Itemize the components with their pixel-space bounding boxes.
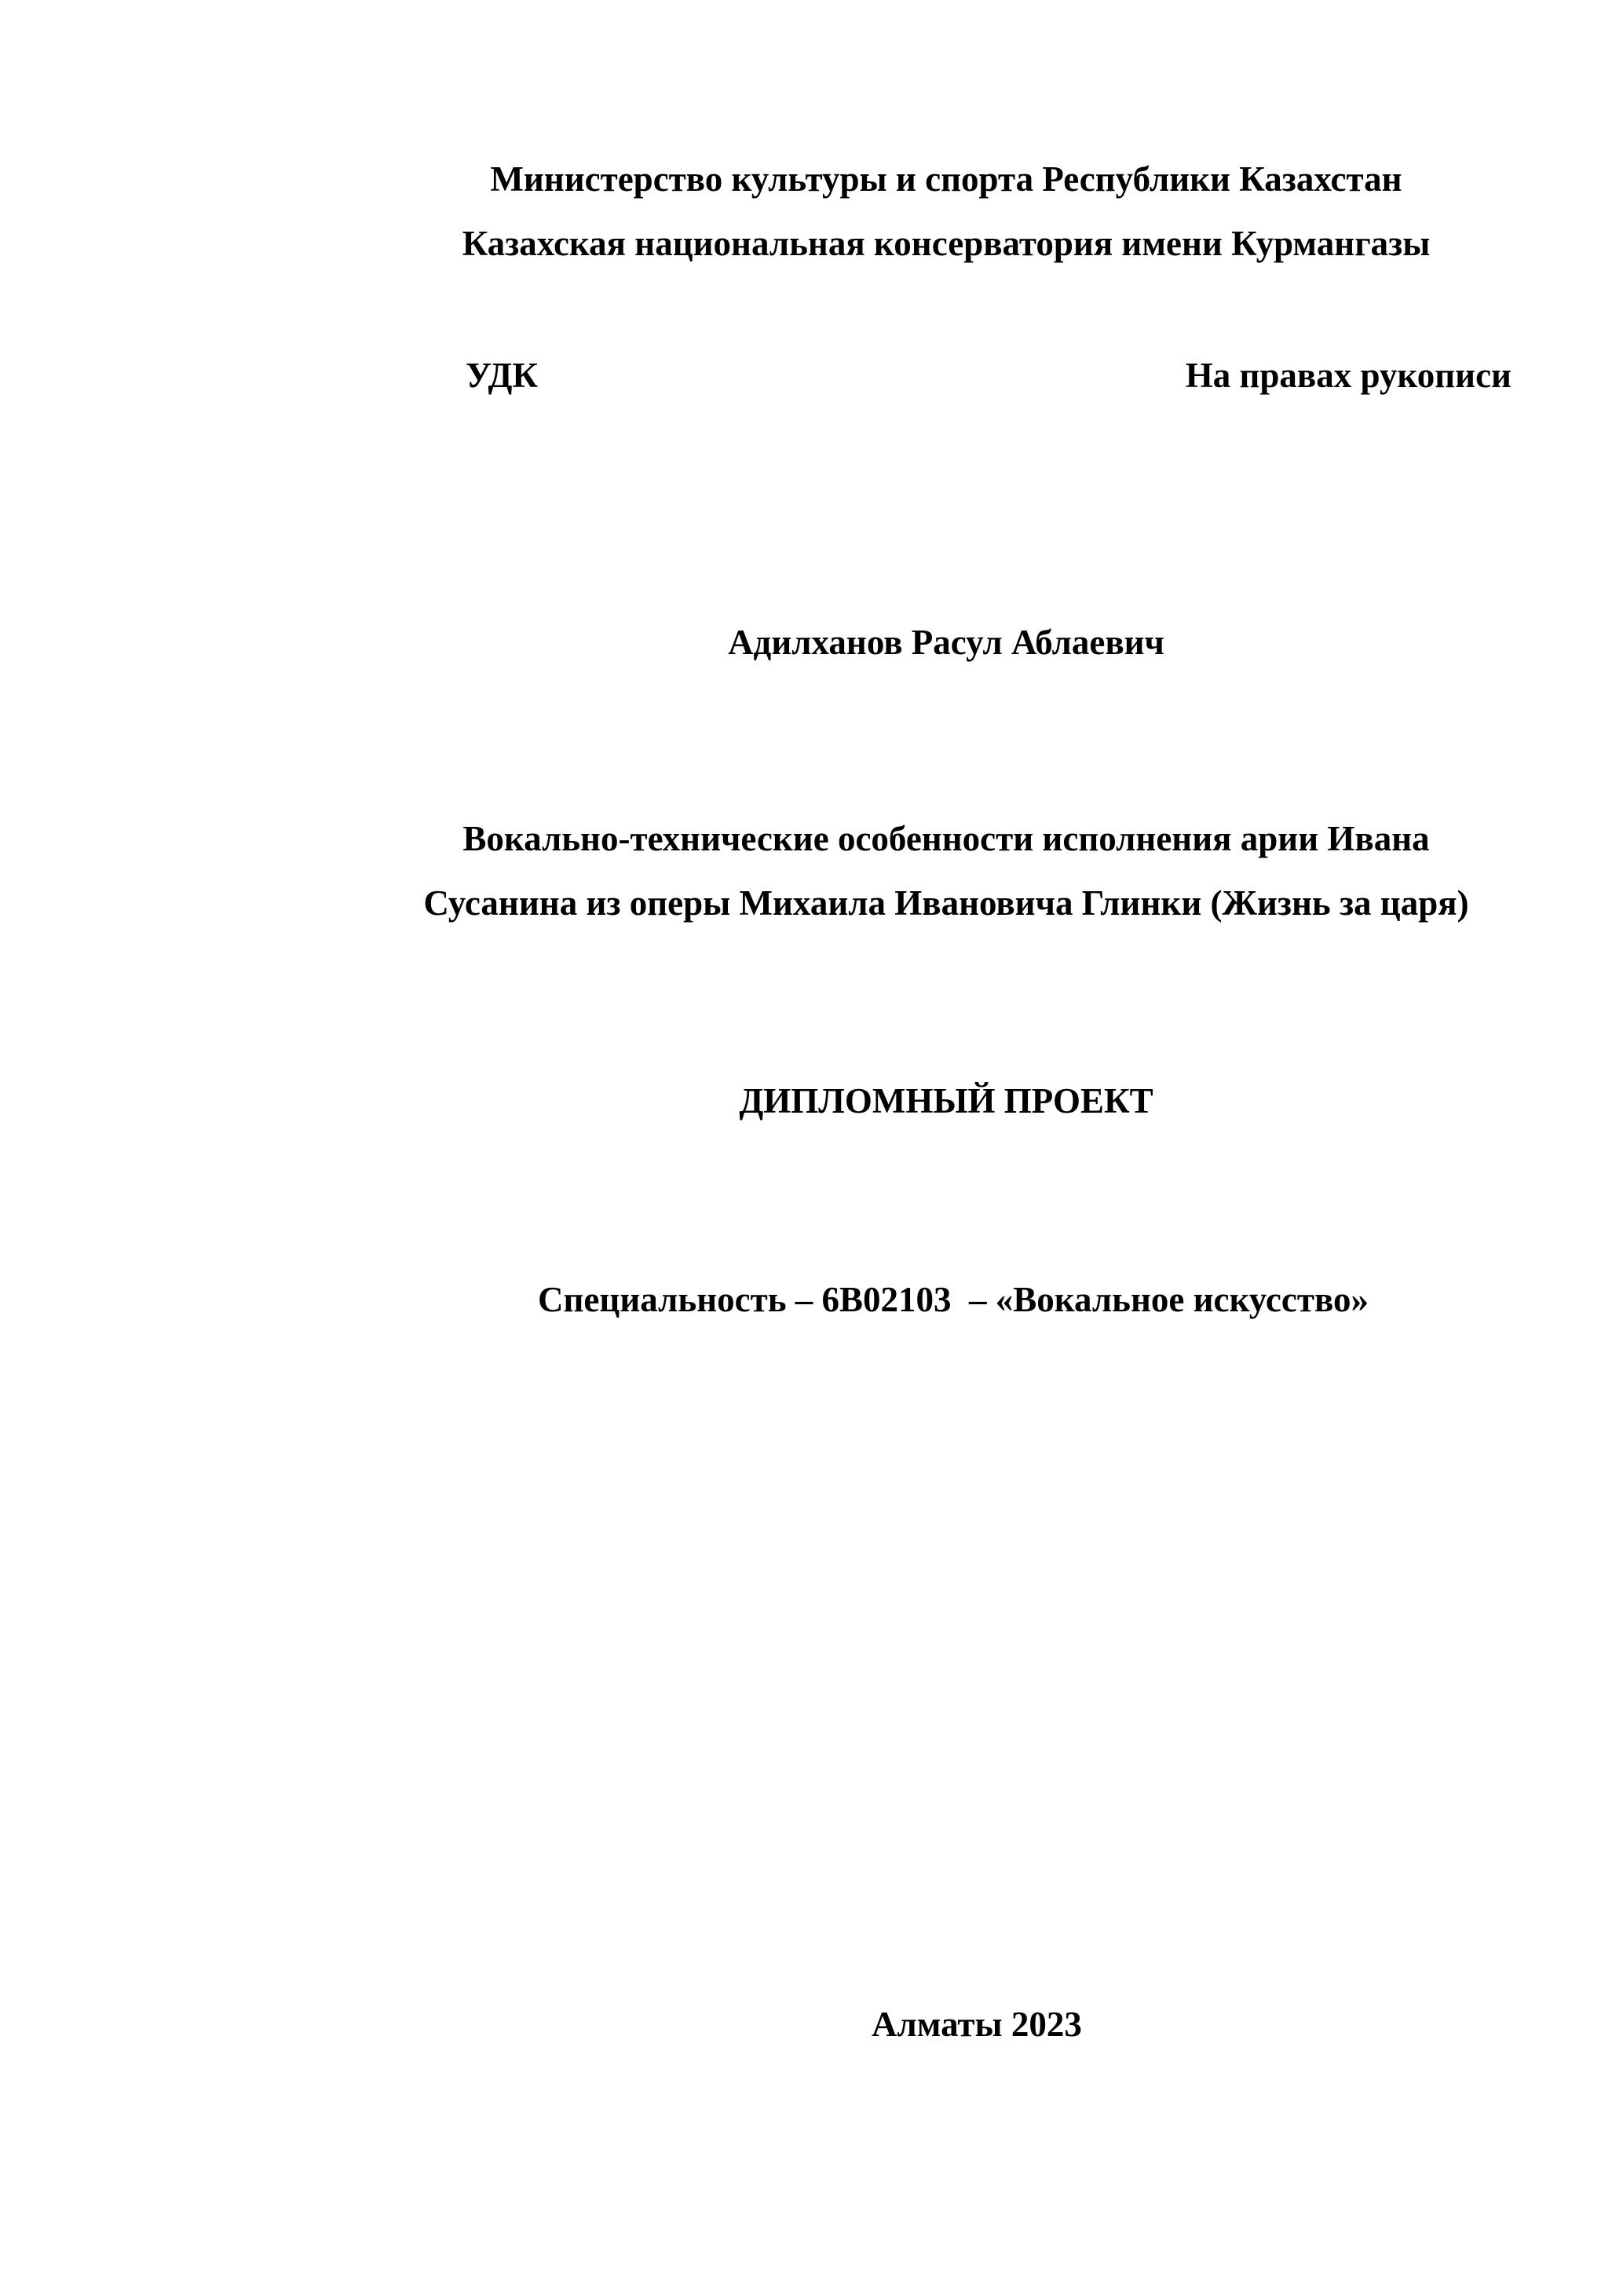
thesis-title-line-2: Сусанина из оперы Михаила Ивановича Глинки (Жизнь за царя) bbox=[423, 883, 1469, 923]
rights-note: На правах рукописи bbox=[1185, 356, 1512, 395]
thesis-title-line-1: Вокально-технические особенности исполнения арии Ивана bbox=[462, 819, 1430, 858]
institution-heading: Казахская национальная консерватория имени Курмангазы bbox=[462, 224, 1431, 263]
specialty-line: Специальность – 6В02103 – «Вокальное искусство» bbox=[538, 1280, 1369, 1319]
document-type: ДИПЛОМНЫЙ ПРОЕКТ bbox=[739, 1081, 1153, 1121]
ministry-heading: Министерство культуры и спорта Республики Казахстан bbox=[490, 159, 1402, 199]
city-year: Алматы 2023 bbox=[872, 2005, 1082, 2044]
author-name: Адилханов Расул Аблаевич bbox=[728, 623, 1164, 662]
udk-label: УДК bbox=[466, 356, 539, 395]
